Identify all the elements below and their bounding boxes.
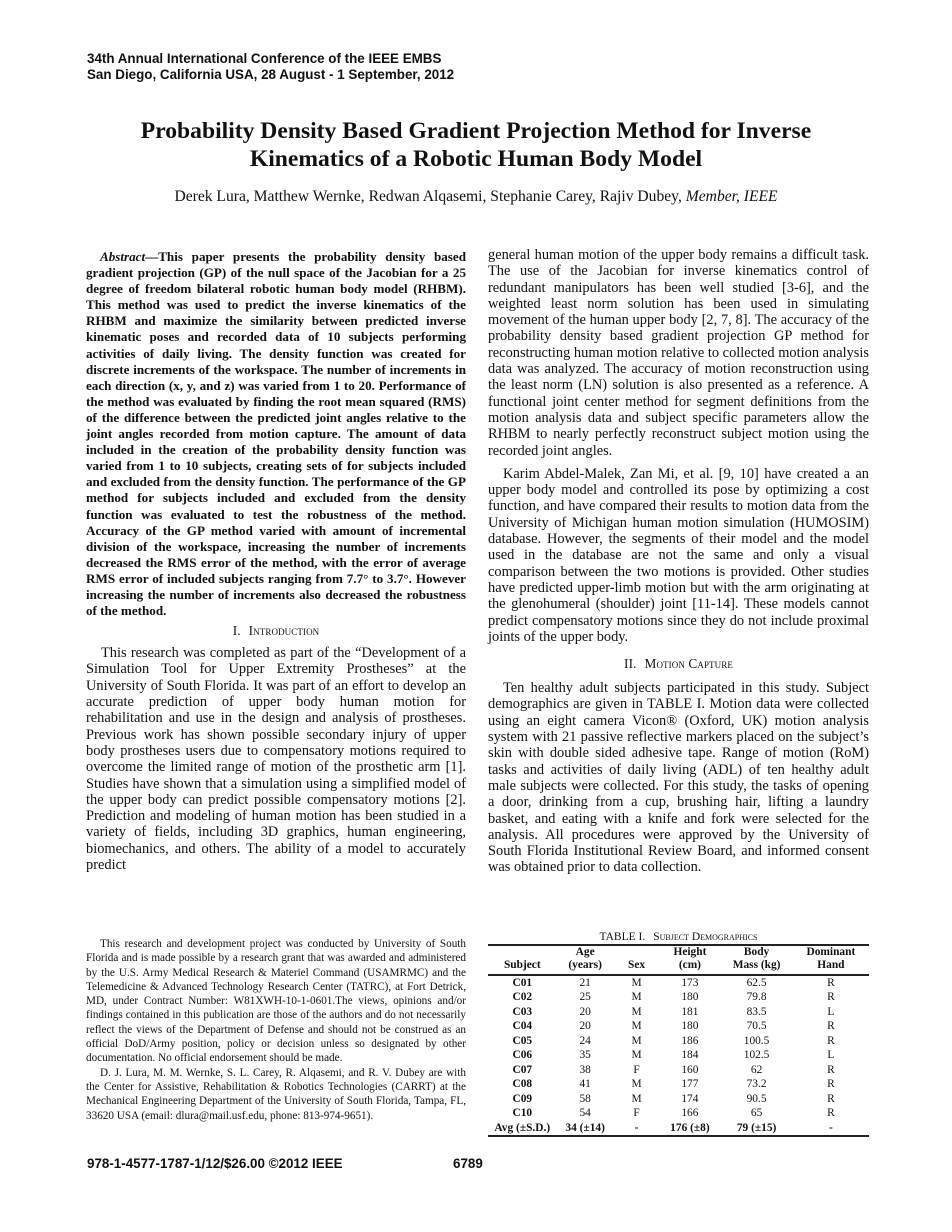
- cell-mass: 90.5: [746, 1092, 767, 1105]
- cell-height: 184: [681, 1049, 699, 1062]
- table-row: [488, 1048, 869, 1063]
- cell-sex: M: [631, 1092, 642, 1105]
- intro-paragraph-2: Karim Abdel-Malek, Zan Mi, et al. [9, 10] have created a an upper body model and controlled its pose by optimizing a cost function, and have compared their results to motion data from the University of Michigan human motion simulation (HUMOSIM) database. However, the segments of their model and the model used in the database are not the same and only a visual comparison between the two motions is provided. Other studies have predicted upper-limb motion but with the arm originating at the glenohumeral (shoulder) joint [11-14]. These models cannot predict compensatory motions since they do not include proximal joints of the upper body.: [488, 465, 869, 645]
- demographics-table: [488, 944, 869, 1137]
- left-column: [86, 249, 466, 1122]
- section-number: II.: [624, 656, 637, 672]
- intro-paragraph-1-continued: general human motion of the upper body remains a difficult task. The use of the Jacobian for inverse kinematics control of redundant manipulators has been well studied [3-6], and the weighted least norm solution has been used in simulating movement of the human upper body [2, 7, 8]. The accuracy of the probability density based gradient projection GP method for reconstructing human motion relative to collected motion analysis data was analyzed. The accuracy of motion reconstruction using the least norm (LN) solution is also presented as a reference. A functional joint center method for segment definitions from the motion analysis data and subject specific parameters allow the RHBM to nearly perfectly reconstruct subject motion using the recorded joint angles.: [488, 247, 869, 459]
- cell-subject: C02: [512, 991, 533, 1004]
- cell-sex: M: [631, 1020, 642, 1033]
- cell-subject: C09: [512, 1092, 533, 1105]
- cell-hand: R: [827, 976, 835, 989]
- summary-hand: -: [828, 1121, 833, 1134]
- table-caption: [488, 931, 869, 944]
- cell-mass: 62.5: [746, 976, 767, 989]
- cell-sex: M: [631, 1005, 642, 1018]
- column-header-hand: [793, 945, 869, 975]
- table-header-row: [488, 945, 869, 975]
- cell-height: 186: [681, 1034, 699, 1047]
- column-header-line-2: Sex: [628, 959, 646, 972]
- cell-age: 41: [579, 1078, 591, 1091]
- cell-hand: R: [827, 1063, 835, 1076]
- table-row: [488, 1005, 869, 1020]
- summary-height: 176 (±8): [670, 1121, 710, 1134]
- cell-height: 180: [681, 991, 699, 1004]
- funding-footnote: This research and development project was conducted by University of South Florida and is made possible by a research grant that was awarded and administered by the U.S. Army Medical Research & Materiel Command (USAMRMC) and the Telemedicine & Advanced Technology Research Center (TATRC), at Fort Detrick, MD, under Contract Number: W81XWH-10-1-0601.The views, opinions and/or findings contained in this publication are those of the authors and do not necessarily reflect the views of the Department of Defense and should not be construed as an official DoD/Army position, policy or decision unless so designated by other documentation. No official endorsement should be made.: [86, 938, 466, 1065]
- column-header-mass: [720, 945, 792, 975]
- abstract: [86, 249, 466, 619]
- table-row: [488, 1034, 869, 1049]
- table-row: [488, 1019, 869, 1034]
- author-names: Derek Lura, Matthew Wernke, Redwan Alqasemi, Stephanie Carey, Rajiv Dubey,: [174, 188, 682, 205]
- table-row: [488, 975, 869, 991]
- cell-mass: 62: [750, 1063, 763, 1076]
- page-number: 6789: [453, 1156, 483, 1171]
- column-header-line-2: Mass (kg): [732, 959, 781, 972]
- motion-capture-paragraph-1: Ten healthy adult subjects participated in this study. Subject demographics are given in TABLE I. Motion data were collected using an eight camera Vicon® (Oxford, UK) motion analysis system with 21 passive reflective markers placed on the subject’s skin with double sided adhesive tape. Range of motion (RoM) tasks and activities of daily living (ADL) of ten healthy adult male subjects were collected. For this study, the tasks of opening a door, drinking from a cup, brushing hair, lifting a laundry basket, and eating with a knife and fork were selected for the analysis. All procedures were approved by the University of South Florida Institutional Review Board, and informed consent was obtained prior to data collection.: [488, 680, 869, 876]
- cell-height: 160: [681, 1063, 699, 1076]
- cell-age: 20: [579, 1005, 591, 1018]
- summary-age: 34 (±14): [565, 1121, 605, 1134]
- paper-title-line-2: Kinematics of a Robotic Human Body Model: [249, 146, 703, 172]
- column-header-line-2: Subject: [503, 959, 541, 972]
- summary-mass: 79 (±15): [736, 1121, 777, 1134]
- cell-mass: 79.8: [746, 991, 767, 1004]
- cell-mass: 73.2: [746, 1078, 767, 1091]
- section-title: Introduction: [248, 623, 320, 639]
- summary-subject: Avg (±S.D.): [494, 1121, 551, 1134]
- cell-age: 21: [579, 976, 591, 989]
- column-header-line-2: Hand: [817, 959, 845, 972]
- cell-sex: M: [631, 1078, 642, 1091]
- section-title: Motion Capture: [644, 656, 733, 672]
- column-header-line-1: Height: [673, 946, 707, 958]
- cell-hand: L: [827, 1049, 835, 1062]
- cell-mass: 102.5: [743, 1049, 770, 1062]
- cell-mass: 100.5: [743, 1034, 770, 1047]
- paper-title-line-1: Probability Density Based Gradient Projection Method for Inverse: [140, 118, 812, 144]
- cell-subject: C04: [512, 1020, 533, 1033]
- cell-mass: 70.5: [746, 1020, 767, 1033]
- cell-subject: C01: [512, 976, 533, 989]
- cell-subject: C08: [512, 1078, 533, 1091]
- cell-subject: C10: [512, 1107, 533, 1120]
- cell-height: 180: [681, 1020, 699, 1033]
- cell-mass: 83.5: [746, 1005, 767, 1018]
- section-heading-introduction: [86, 623, 466, 639]
- cell-height: 166: [681, 1107, 699, 1120]
- cell-sex: F: [633, 1107, 640, 1120]
- column-header-line-2: (cm): [678, 959, 701, 972]
- column-header-age: [557, 945, 614, 975]
- cell-hand: R: [827, 1092, 835, 1105]
- column-header-line-1: Age: [575, 946, 595, 958]
- table-row: [488, 990, 869, 1005]
- cell-age: 24: [579, 1034, 591, 1047]
- paper-title: [60, 117, 892, 173]
- conference-header: [87, 51, 454, 83]
- cell-height: 181: [681, 1005, 699, 1018]
- cell-age: 58: [579, 1092, 591, 1105]
- cell-subject: C05: [512, 1034, 533, 1047]
- cell-age: 25: [579, 991, 591, 1004]
- cell-sex: M: [631, 976, 642, 989]
- copyright-line: 978-1-4577-1787-1/12/$26.00 ©2012 IEEE: [87, 1156, 343, 1171]
- cell-age: 35: [579, 1049, 591, 1062]
- cell-subject: C07: [512, 1063, 533, 1076]
- cell-subject: C03: [512, 1005, 533, 1018]
- conference-location-date: San Diego, California USA, 28 August - 1 September, 2012: [87, 67, 455, 82]
- table-row: [488, 1077, 869, 1092]
- cell-height: 174: [681, 1092, 699, 1105]
- cell-age: 54: [579, 1107, 591, 1120]
- column-header-sex: [614, 945, 660, 975]
- cell-mass: 65: [750, 1107, 763, 1120]
- table-row: [488, 1063, 869, 1078]
- abstract-label: Abstract: [100, 249, 146, 264]
- table-title: Subject Demographics: [653, 931, 758, 943]
- column-header-height: [659, 945, 720, 975]
- cell-sex: M: [631, 1034, 642, 1047]
- cell-age: 20: [579, 1020, 591, 1033]
- footnote-area: [86, 937, 466, 1123]
- cell-hand: R: [827, 1107, 835, 1120]
- section-heading-motion-capture: [488, 656, 869, 672]
- cell-sex: M: [631, 991, 642, 1004]
- table-summary-row: [488, 1121, 869, 1136]
- column-header-subject: [488, 945, 557, 975]
- right-column: [488, 247, 869, 1134]
- cell-height: 173: [681, 976, 699, 989]
- column-header-line-2: (years): [568, 959, 602, 972]
- cell-hand: L: [827, 1005, 835, 1018]
- table-row: [488, 1106, 869, 1121]
- table-label: TABLE I.: [599, 931, 646, 943]
- affiliation-footnote: D. J. Lura, M. M. Wernke, S. L. Carey, R. Alqasemi, and R. V. Dubey are with the Center for Assistive, Rehabilitation & Robotics Technologies (CARRT) at the Mechanical Engineering Department of the University of South Florida, Tampa, FL, 33620 USA (email: dlura@mail.usf.edu, phone: 813-974-9651).: [86, 1066, 466, 1122]
- column-header-line-1: [490, 946, 555, 959]
- cell-hand: R: [827, 1034, 835, 1047]
- column-header-line-1: [616, 946, 658, 959]
- cell-hand: R: [827, 1020, 835, 1033]
- cell-sex: F: [633, 1063, 640, 1076]
- cell-age: 38: [579, 1063, 591, 1076]
- table-body: [488, 975, 869, 1121]
- cell-subject: C06: [512, 1049, 533, 1062]
- section-number: I.: [232, 623, 241, 639]
- table-row: [488, 1092, 869, 1107]
- author-list: [60, 187, 892, 207]
- abstract-text: —This paper presents the probability density based gradient projection (GP) of the null space of the Jacobian for a 25 degree of freedom bilateral robotic human body model (RHBM). This method was used to predict the inverse kinematics of the RHBM and maximize the similarity between predicted inverse kinematic poses and recorded data of 10 subjects performing activities of daily living. The density function was created for discrete increments of the workspace. The number of increments in each direction (x, y, and z) was varied from 1 to 20. Performance of the method was evaluated by finding the root mean squared (RMS) of the difference between the predicted joint angles relative to the joint angles recorded from motion capture. The amount of data included in the creation of the probability density function was varied from 1 to 10 subjects, creating sets of for subjects included and excluded from the density function. The performance of the GP method for subjects included and excluded from the density function was evaluated to test the robustness of the method. Accuracy of the GP method varied with amount of incremental division of the workspace, increasing the number of increments decreased the RMS error of the method, with the error of average RMS error of included subjects ranging from 7.7° to 3.7°. However increasing the number of increments also decreased the robustness of the method.: [86, 249, 466, 619]
- cell-height: 177: [681, 1078, 699, 1091]
- summary-sex: -: [634, 1121, 639, 1134]
- column-header-line-1: Dominant: [806, 946, 856, 958]
- intro-paragraph-1: This research was completed as part of the “Development of a Simulation Tool for Upper Extremity Prostheses” at the University of South Florida. It was part of an effort to develop an accurate prediction of upper body human motion for rehabilitation and use in the design and analysis of prostheses. Previous work has shown possible secondary injury of upper body prostheses users due to compensatory motions required to overcome the limited range of motion of the prosthetic arm [1]. Studies have shown that a simulation using a simplified model of the upper body can predict possible compensatory motions [2]. Prediction and modeling of human motion has been studied in a variety of fields, including 3D graphics, human engineering, biomechanics, and others. The ability of a model to accurately predict: [86, 645, 466, 874]
- cell-hand: R: [827, 1078, 835, 1091]
- cell-hand: R: [827, 991, 835, 1004]
- column-header-line-1: Body: [743, 946, 770, 958]
- conference-name: 34th Annual International Conference of the IEEE EMBS: [87, 51, 442, 66]
- demographics-table-block: [488, 931, 869, 1137]
- cell-sex: M: [631, 1049, 642, 1062]
- author-membership: Member, IEEE: [685, 188, 778, 205]
